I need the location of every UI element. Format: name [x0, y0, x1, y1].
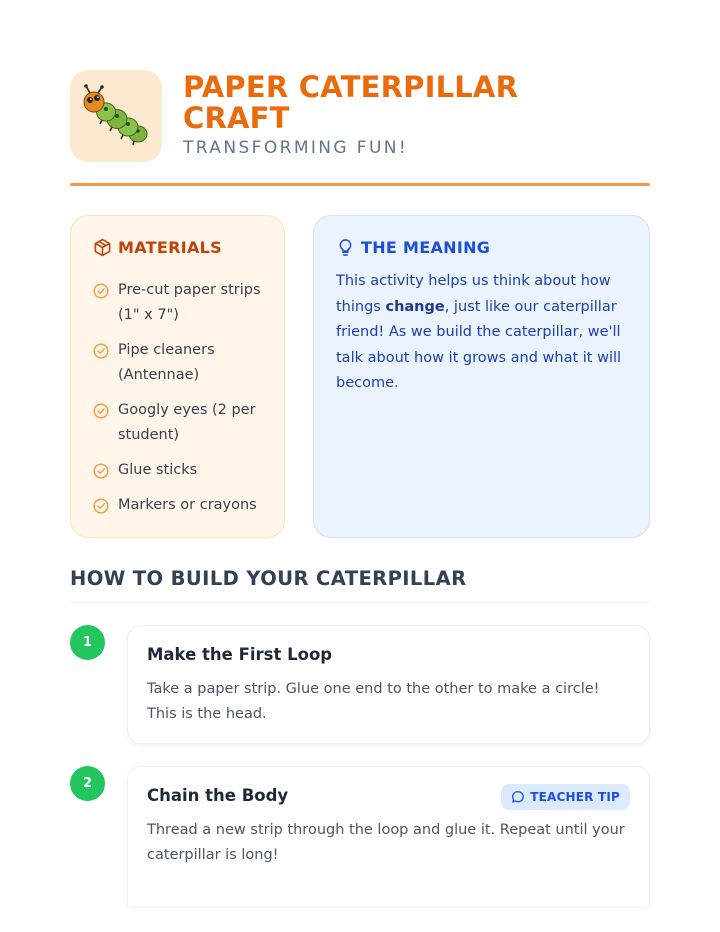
caterpillar-icon — [80, 84, 152, 150]
section-divider — [70, 602, 650, 603]
step-card — [127, 766, 650, 906]
header-divider — [70, 183, 650, 186]
material-label: Glue sticks — [118, 462, 198, 478]
check-circle-icon — [93, 283, 109, 299]
materials-heading-label: MATERIALS — [118, 238, 222, 257]
meaning-text — [336, 269, 636, 397]
material-label: Pre-cut paper strips (1" x 7") — [118, 282, 261, 323]
steps-section-title: HOW TO BUILD YOUR CATERPILLAR — [70, 567, 467, 590]
step-title: Make the First Loop — [147, 645, 333, 664]
check-circle-icon — [93, 498, 109, 514]
meaning-heading-label: THE MEANING — [361, 238, 491, 257]
step-text: Thread a new strip through the loop and glue it. Repeat until your caterpillar is long! — [147, 822, 625, 863]
step-number-badge: 2 — [70, 766, 105, 801]
material-label: Markers or crayons — [118, 497, 257, 513]
chat-bubble-icon — [511, 790, 525, 804]
meaning-heading — [336, 238, 490, 257]
meaning-highlight: change — [385, 298, 445, 315]
teacher-tip-badge[interactable] — [501, 784, 630, 810]
materials-list — [93, 278, 278, 528]
list-item — [93, 398, 278, 448]
materials-card — [70, 215, 285, 538]
check-circle-icon — [93, 463, 109, 479]
list-item — [93, 458, 278, 483]
teacher-tip-label: TEACHER TIP — [530, 790, 620, 804]
list-item — [93, 493, 278, 518]
list-item — [93, 278, 278, 328]
step-text: Take a paper strip. Glue one end to the other to make a circle! This is the head. — [147, 681, 600, 722]
lightbulb-icon — [336, 238, 355, 257]
step-number-badge: 1 — [70, 625, 105, 660]
meaning-text-part: , just like our caterpillar friend! As we build the caterpillar, we'll talk about how it grows and what it will become. — [336, 298, 622, 391]
box-icon — [93, 238, 112, 257]
meaning-card — [313, 215, 650, 538]
page-header — [70, 70, 650, 166]
check-circle-icon — [93, 403, 109, 419]
meaning-text-part: This activity helps us think about how things — [336, 273, 611, 315]
step-title: Chain the Body — [147, 786, 289, 805]
material-label: Googly eyes (2 per student) — [118, 402, 256, 443]
page-title: PAPER CATERPILLAR CRAFT — [183, 70, 519, 135]
logo-badge — [70, 70, 162, 162]
check-circle-icon — [93, 343, 109, 359]
materials-heading — [93, 238, 222, 257]
list-item — [93, 338, 278, 388]
material-label: Pipe cleaners (Antennae) — [118, 342, 215, 383]
page-subtitle: TRANSFORMING FUN! — [183, 138, 409, 158]
step-card — [127, 625, 650, 744]
